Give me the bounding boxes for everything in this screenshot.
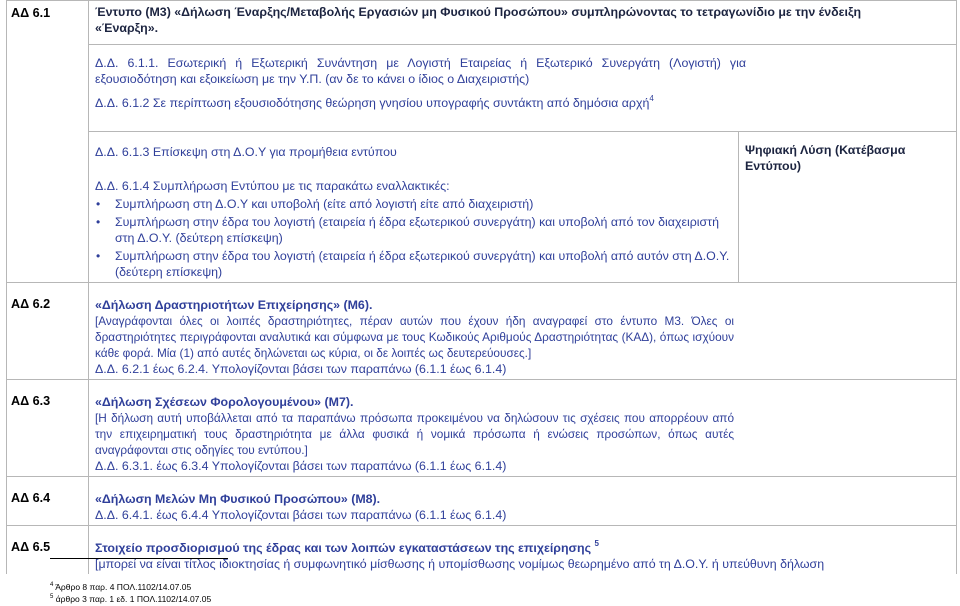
row-text-cell — [89, 283, 957, 380]
table-row — [7, 526, 957, 575]
substep-6-1-2-text: Δ.Δ. 6.1.2 Σε περίπτωση εξουσιοδότησης θεώρηση γνησίου υπογραφής συντάκτη από δημόσια αρχή — [95, 96, 650, 110]
row-code: ΑΔ 6.2 — [11, 297, 51, 311]
row-text-cell — [89, 45, 957, 132]
substep-6-1-3: Δ.Δ. 6.1.3 Επίσκεψη στη Δ.Ο.Υ για προμήθεια εντύπου — [95, 145, 397, 159]
row-code-cell — [7, 477, 89, 526]
row-title: «Δήλωση Μελών Μη Φυσικού Προσώπου» (Μ8). — [95, 492, 381, 506]
row-code-cell — [7, 283, 89, 380]
row-code: ΑΔ 6.3 — [11, 394, 51, 408]
row-title: «Δήλωση Σχέσεων Φορολογουμένου» (Μ7). — [95, 395, 354, 409]
substep-6-1-2 — [89, 89, 956, 113]
row-code-cell — [7, 1, 89, 283]
option-item: • Συμπλήρωση στην έδρα του λογιστή (εταιρεία ή έδρα εξωτερικού συνεργάτη) και υποβολή από τον διαχειριστή στη Δ.Ο.Υ. (δεύτερη επίσκεψη) — [115, 214, 738, 246]
option-item: • Συμπλήρωση στην έδρα του λογιστή (εταιρεία ή έδρα εξωτερικού συνεργάτη) και υποβολή από αυτόν στη Δ.Ο.Υ. (δεύτερη επίσκεψη) — [115, 248, 738, 280]
row-code: ΑΔ 6.4 — [11, 491, 51, 505]
table-row — [7, 283, 957, 380]
row-body: [Η δήλωση αυτή υποβάλλεται από τα παραπάνω πρόσωπα προκειμένου να δηλώσουν τις σχέσεις που απορρέουν από την επιχειρηματική τους δραστηριότητα με άλλα φυσικά ή νομικά πρόσωπα ή ενώσεις προσώπων, όπως αυτές αναγράφονται στις οδηγίες του εντύπου.] — [95, 411, 735, 457]
option-1-extra: και υποβολή (είτε από λογιστή είτε από διαχειριστή) — [251, 197, 534, 211]
row-text-cell — [89, 526, 957, 575]
table-row — [7, 132, 957, 283]
substep-6-1-1: Δ.Δ. 6.1.1. Εσωτερική ή Εξωτερική Συνάντηση με Λογιστή Εταιρείας ή Εξωτερικό Συνεργάτη (Λογιστή) για εξουσιοδότηση και εξοικείωση με την Υ.Π. (αν δε το κάνει ο ίδιος ο Διαχειριστής) — [95, 56, 747, 86]
substep-6-1-4: Δ.Δ. 6.1.4 Συμπλήρωση Εντύπου με τις παρακάτω εναλλακτικές: — [95, 179, 450, 193]
row-code: ΑΔ 6.5 — [11, 540, 51, 554]
row-foot: Δ.Δ. 6.4.1. έως 6.4.4 Υπολογίζονται βάσει των παραπάνω (6.1.1 έως 6.1.4) — [95, 508, 507, 522]
row-title: «Δήλωση Δραστηριοτήτων Επιχείρησης» (Μ6). — [95, 298, 373, 312]
actions-table — [6, 0, 957, 574]
footnote-separator — [50, 558, 228, 559]
table-row — [7, 45, 957, 132]
row-title: Έντυπο (Μ3) «Δήλωση Έναρξης/Μεταβολής Εργασιών μη Φυσικού Προσώπου» συμπληρώνοντας το τετραγωνίδιο με την ένδειξη «Έναρξη». — [95, 5, 862, 35]
options-list — [89, 196, 738, 280]
footnote: $^5$ άρθρο 3 παρ. 1 εδ. 1 ΠΟΛ.1102/14.07.05 — [50, 594, 212, 604]
row-code-cell — [7, 380, 89, 477]
option-item: • Συμπλήρωση στη Δ.Ο.Υ και υποβολή (είτε από λογιστή είτε από διαχειριστή) — [115, 196, 738, 212]
footnote: $^4$ Άρθρο 8 παρ. 4 ΠΟΛ.1102/14.07.05 — [50, 582, 192, 592]
digital-solution-cell — [739, 132, 957, 283]
table-row — [7, 477, 957, 526]
row-body: [Αναγράφονται όλες οι λοιπές δραστηριότητες, πέραν αυτών που έχουν ήδη αναγραφεί στο έντυπο Μ3. Όλες οι δραστηριότητες περιγράφονται αναλυτικά και σύμφωνα με τους Κωδικούς Αριθμούς Δραστηριότητας (ΚΑΔ), όπως ισχύουν κάθε φορά. Μία (1) από αυτές δηλώνεται ως κύρια, οι δε λοιπές ως δευτερεύουσες.] — [95, 314, 735, 360]
row-body: [μπορεί να είναι τίτλος ιδιοκτησίας ή συμφωνητικό μίσθωσης ή υπομίσθωσης νομίμως θεωρημένο από τη Δ.Ο.Υ. ή υπεύθυνη δήλωση — [95, 557, 825, 571]
row-text-cell — [89, 1, 957, 45]
row-text-cell — [89, 477, 957, 526]
digital-solution-label: Ψηφιακή Λύση (Κατέβασμα Εντύπου) — [745, 143, 906, 173]
footnote-ref-4: 4 — [649, 94, 654, 103]
footnote-ref-5: 5 — [594, 539, 599, 548]
row-text-cell — [89, 380, 957, 477]
row-foot: Δ.Δ. 6.3.1. έως 6.3.4 Υπολογίζονται βάσει των παραπάνω (6.1.1 έως 6.1.4) — [95, 459, 507, 473]
row-code: ΑΔ 6.1 — [11, 6, 51, 20]
row-code-cell — [7, 526, 89, 575]
row-text-cell — [89, 132, 739, 283]
row-title: Στοιχείο προσδιορισμού της έδρας και των λοιπών εγκαταστάσεων της επιχείρησης $^5$ — [95, 539, 599, 555]
table-row — [7, 380, 957, 477]
table-row — [7, 1, 957, 45]
row-foot: Δ.Δ. 6.2.1 έως 6.2.4. Υπολογίζονται βάσει των παραπάνω (6.1.1 έως 6.1.4) — [95, 362, 507, 376]
